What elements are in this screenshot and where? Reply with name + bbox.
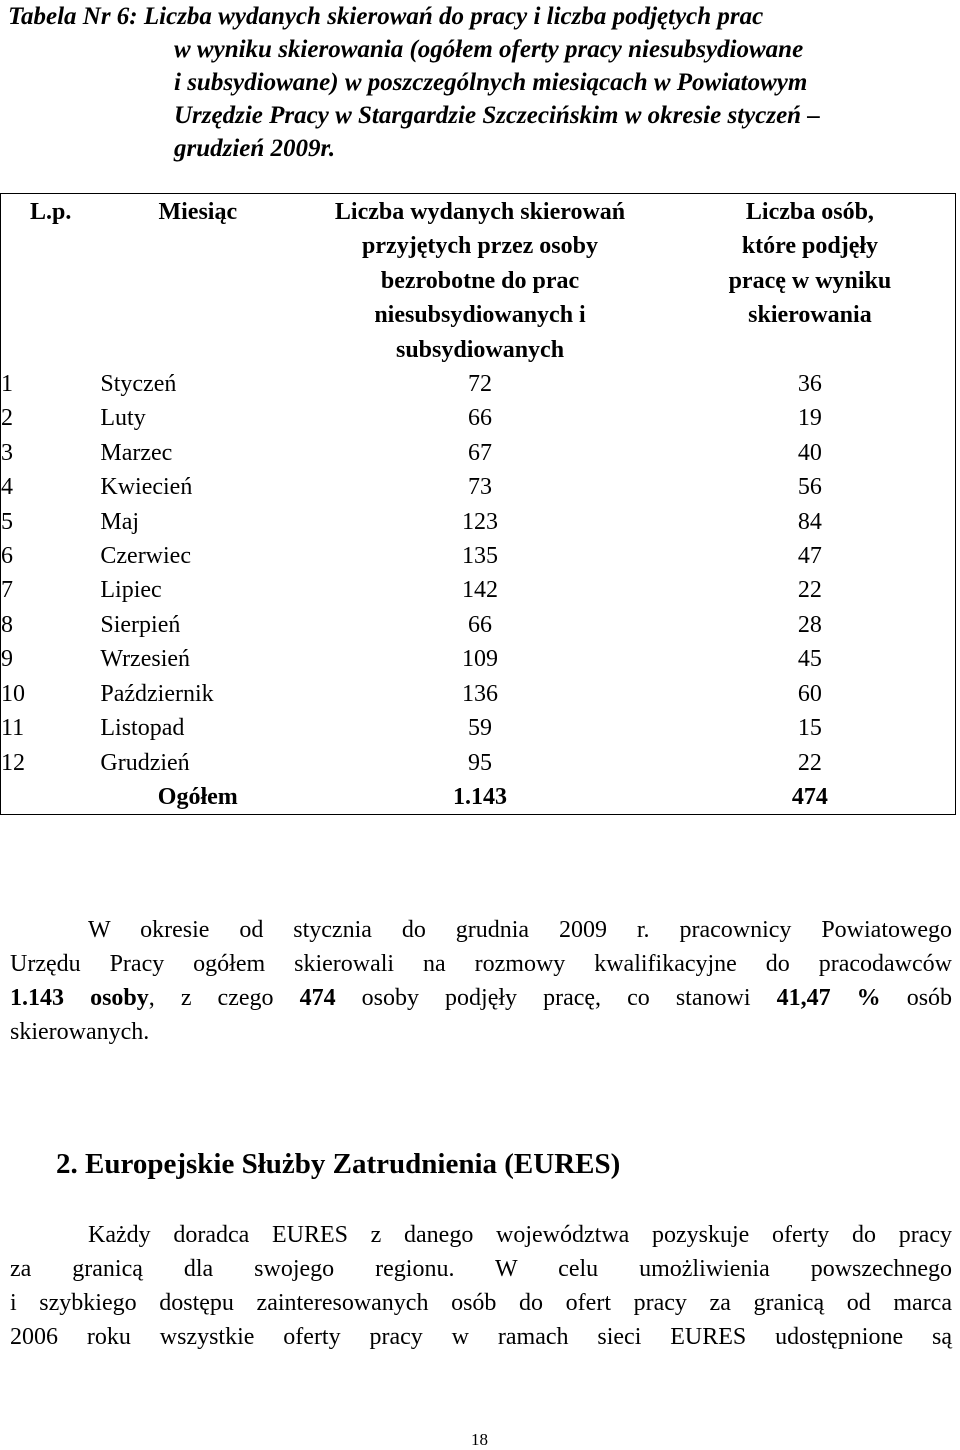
total-employed: 474 (791, 783, 828, 810)
total-referrals: 1.143 (453, 783, 508, 810)
cell-employed: 47 (797, 543, 822, 570)
cell-referrals: 67 (468, 439, 493, 466)
cell-employed: 45 (797, 646, 822, 673)
table-body (1, 367, 956, 815)
summary-paragraph (10, 913, 952, 1049)
cell-referrals: 142 (462, 577, 499, 604)
caption-line-3: i subsydiowane) w poszczególnych miesiącach w Powiatowym (174, 69, 808, 96)
table-row (1, 367, 956, 401)
summary-bold-percent: 41,47 % (776, 985, 881, 1011)
cell-referrals: 136 (462, 680, 499, 707)
cell-lp: 6 (1, 543, 13, 570)
cell-employed: 40 (797, 439, 822, 466)
eures-line-1: Każdy doradca EURES z danego województwa pozyskuje oferty do pracy (88, 1222, 952, 1248)
cell-employed: 28 (797, 611, 822, 638)
summary-line-4: skierowanych. (10, 1019, 150, 1045)
cell-month: Grudzień (100, 749, 190, 776)
referrals-table (0, 193, 956, 815)
cell-referrals: 123 (462, 508, 499, 535)
summary-text: osób (880, 985, 953, 1011)
cell-employed: 22 (797, 749, 822, 776)
cell-lp: 2 (1, 405, 13, 432)
cell-lp: 11 (1, 715, 25, 742)
cell-referrals: 66 (468, 611, 493, 638)
section-heading (56, 1148, 620, 1181)
cell-month: Listopad (100, 715, 185, 742)
cell-month: Luty (100, 405, 146, 432)
cell-referrals: 72 (468, 371, 493, 398)
header-referrals-line: niesubsydiowanych i (374, 302, 586, 329)
table-row (1, 539, 956, 573)
cell-employed: 36 (797, 371, 822, 398)
table-row (1, 642, 956, 676)
header-lp: L.p. (30, 199, 72, 225)
eures-line-2: za granicą dla swojego regionu. W celu umożliwienia powszechnego (10, 1256, 952, 1282)
cell-month: Wrzesień (100, 646, 191, 673)
cell-lp: 5 (1, 508, 13, 535)
cell-referrals: 135 (462, 543, 499, 570)
cell-month: Czerwiec (100, 543, 191, 570)
table-row (1, 436, 956, 470)
caption-line-4: Urzędzie Pracy w Stargardzie Szczecińskim w okresie styczeń – (174, 102, 820, 129)
table-row (1, 401, 956, 435)
cell-lp: 12 (1, 749, 25, 776)
summary-bold-referrals: 1.143 osoby (10, 985, 149, 1011)
cell-referrals: 109 (462, 646, 499, 673)
table-row (1, 746, 956, 780)
cell-month: Maj (100, 508, 140, 535)
cell-month: Marzec (100, 439, 173, 466)
cell-employed: 56 (797, 474, 822, 501)
header-referrals (295, 194, 665, 368)
cell-month: Lipiec (100, 577, 162, 604)
eures-line-3: i szybkiego dostępu zainteresowanych osób do ofert pracy za granicą od marca (10, 1290, 952, 1316)
cell-lp: 7 (1, 577, 13, 604)
table-row (1, 573, 956, 607)
header-referrals-line: bezrobotne do prac (380, 267, 580, 294)
summary-line-2: Urzędu Pracy ogółem skierowali na rozmowy kwalifikacyjne do pracodawców (10, 951, 952, 977)
total-label: Ogółem (157, 783, 238, 810)
caption-line-1: Tabela Nr 6: Liczba wydanych skierowań do pracy i liczba podjętych prac (8, 3, 764, 30)
caption-line-5: grudzień 2009r. (174, 135, 336, 162)
cell-month: Sierpień (100, 611, 181, 638)
cell-employed: 22 (797, 577, 822, 604)
cell-employed: 19 (797, 405, 822, 432)
eures-paragraph (10, 1218, 952, 1354)
header-referrals-line: Liczba wydanych skierowań (334, 199, 626, 225)
cell-employed: 15 (797, 715, 822, 742)
cell-month: Kwiecień (100, 474, 193, 501)
summary-text: osoby podjęły pracę, co stanowi (335, 985, 777, 1011)
cell-lp: 4 (1, 474, 13, 501)
table-total-row (1, 780, 956, 815)
cell-employed: 84 (797, 508, 822, 535)
summary-line-1: W okresie od stycznia do grudnia 2009 r. pracownicy Powiatowego (88, 917, 952, 943)
header-referrals-line: subsydiowanych (395, 336, 565, 363)
table-header-row (1, 194, 956, 368)
summary-text: , z czego (148, 985, 300, 1011)
header-employed-line: które podjęły (741, 233, 879, 260)
header-employed-line: Liczba osób, (745, 199, 874, 225)
cell-referrals: 95 (468, 749, 493, 776)
table-row (1, 470, 956, 504)
table-caption (8, 0, 958, 165)
cell-referrals: 59 (468, 715, 493, 742)
cell-lp: 8 (1, 611, 13, 638)
header-employed-line: pracę w wyniku (728, 267, 892, 294)
cell-month: Październik (100, 680, 214, 707)
cell-referrals: 73 (468, 474, 493, 501)
cell-lp: 1 (1, 371, 13, 398)
cell-employed: 60 (797, 680, 822, 707)
section-number: 2. (56, 1148, 78, 1180)
section-title: Europejskie Służby Zatrudnienia (EURES) (85, 1148, 621, 1180)
cell-month: Styczeń (100, 371, 177, 398)
total-lp (1, 780, 101, 815)
cell-lp: 3 (1, 439, 13, 466)
cell-referrals: 66 (468, 405, 493, 432)
header-employed-line: skierowania (748, 302, 872, 329)
table-row (1, 505, 956, 539)
summary-bold-employed: 474 (299, 985, 336, 1011)
cell-lp: 10 (1, 680, 25, 707)
summary-line-3 (10, 981, 952, 1015)
table-row (1, 677, 956, 711)
eures-line-4: 2006 roku wszystkie oferty pracy w ramach sieci EURES udostępnione są (10, 1324, 952, 1350)
cell-lp: 9 (1, 646, 13, 673)
header-referrals-line: przyjętych przez osoby (362, 233, 598, 260)
caption-line-2: w wyniku skierowania (ogółem oferty pracy niesubsydiowane (174, 36, 804, 63)
page-number: 18 (471, 1430, 488, 1449)
header-month: Miesiąc (158, 199, 238, 225)
table-row (1, 711, 956, 745)
table-row (1, 608, 956, 642)
header-employed (665, 194, 956, 368)
